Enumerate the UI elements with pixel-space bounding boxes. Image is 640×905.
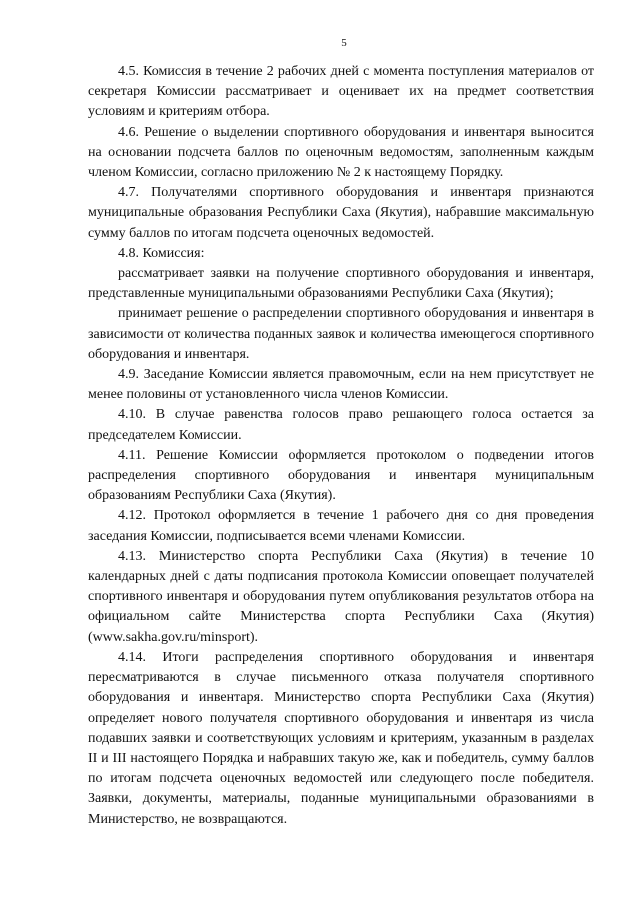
- paragraph-4-8: 4.8. Комиссия:: [118, 245, 205, 261]
- page-number: 5: [341, 37, 347, 49]
- paragraph-4-5: 4.5. Комиссия в течение 2 рабочих дней с момента поступления материалов от секретаря Комиссии рассматривает и оценивает их на предмет соответствия условиям и критериям отбора.: [88, 64, 594, 120]
- paragraph-4-7: 4.7. Получателями спортивного оборудования и инвентаря признаются муниципальные образования Республики Саха (Якутия), набравшие максимальную сумму баллов по итогам подсчета оценочных ведомостей.: [88, 185, 594, 241]
- paragraph-4-6: 4.6. Решение о выделении спортивного оборудования и инвентаря выносится на основании подсчета баллов по оценочным ведомостям, заполненным каждым членом Комиссии, согласно приложению № 2 к настоящему Порядку.: [88, 124, 594, 181]
- paragraph-4-11: 4.11. Решение Комиссии оформляется протоколом о подведении итогов распределения спортивного оборудования и инвентаря муниципальным образованиям Республики Саха (Якутия).: [88, 447, 594, 504]
- paragraph-4-8-item-1: рассматривает заявки на получение спортивного оборудования и инвентаря, представленные муниципальными образованиями Республики Саха (Якутия);: [88, 266, 594, 302]
- paragraph-4-9: 4.9. Заседание Комиссии является правомочным, если на нем присутствует не менее половины от установленного числа членов Комиссии.: [88, 367, 594, 403]
- paragraph-4-10: 4.10. В случае равенства голосов право решающего голоса остается за председателем Комиссии.: [88, 407, 594, 443]
- paragraph-4-14: 4.14. Итоги распределения спортивного оборудования и инвентаря пересматриваются в случае письменного отказа получателя спортивного оборудования и инвентаря. Министерство спорта Республики Саха (Якутия) определяет нового получателя спортивного оборудования и инвентаря из числа подавших заявки и соответствующих условиям и критериям, указанным в разделах II и III настоящего Порядка и набравших такую же, как и победитель, сумму баллов по итогам подсчета оценочных ведомостей или следующего после победителя. Заявки, документы, материалы, поданные муниципальными образованиями в Министерство, не возвращаются.: [88, 649, 594, 827]
- paragraph-4-13: 4.13. Министерство спорта Республики Саха (Якутия) в течение 10 календарных дней с даты подписания протокола Комиссии оповещает получателей спортивного инвентаря и оборудования путем опубликования результатов отбора на официальном сайте Министерства спорта Республики Саха (Якутия) (www.sakha.gov.ru/minsport).: [88, 548, 594, 645]
- paragraph-4-12: 4.12. Протокол оформляется в течение 1 рабочего дня со дня проведения заседания Комиссии, подписывается всеми членами Комиссии.: [88, 508, 594, 544]
- paragraph-4-8-item-2: принимает решение о распределении спортивного оборудования и инвентаря в зависимости от количества поданных заявок и количества имеющегося спортивного оборудования и инвентаря.: [88, 306, 594, 362]
